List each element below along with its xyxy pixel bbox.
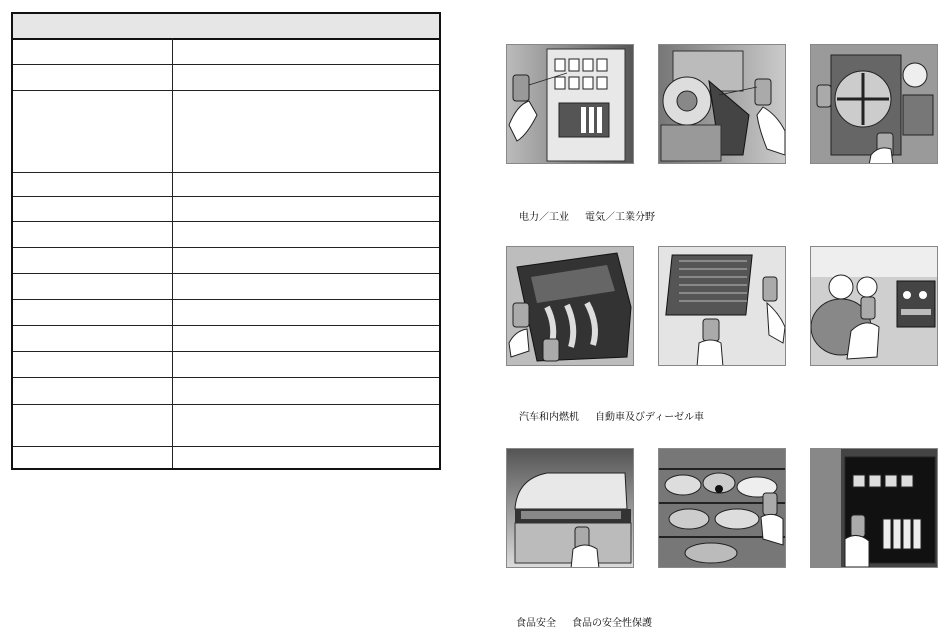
table-row [13, 299, 439, 326]
caption-cn: 电力／工业 [519, 212, 569, 223]
spec-table-header [13, 14, 439, 40]
caption-cn: 食品安全 [516, 618, 556, 629]
table-row [13, 90, 439, 173]
table-row [13, 351, 439, 378]
electrical-cabinet-illustration [506, 44, 634, 164]
industrial-machine-illustration [810, 44, 938, 164]
caption-cn: 汽车和内燃机 [519, 412, 579, 423]
table-row [13, 38, 439, 65]
table-row [13, 404, 439, 447]
food-display-counter-illustration [506, 448, 634, 568]
caption-jp: 自動車及びディーゼル車 [595, 412, 704, 423]
table-row [13, 247, 439, 274]
car-dashboard-illustration [810, 246, 938, 366]
section-caption-food-safety [516, 614, 668, 629]
caption-jp: 電気／工業分野 [585, 212, 655, 223]
spec-table [11, 12, 441, 470]
caption-jp: 食品の安全性保護 [572, 618, 652, 629]
table-row [13, 377, 439, 405]
motor-belt-drive-illustration [658, 44, 786, 164]
refrigerator-illustration [810, 448, 938, 568]
table-row [13, 172, 439, 197]
table-row [13, 221, 439, 248]
table-row [13, 446, 439, 468]
table-row [13, 325, 439, 352]
table-row [13, 273, 439, 300]
table-row [13, 64, 439, 91]
section-caption-electrical [519, 208, 671, 223]
engine-manifold-illustration [506, 246, 634, 366]
table-row [13, 196, 439, 222]
section-caption-automotive [519, 408, 720, 423]
cold-storage-rack-illustration [658, 448, 786, 568]
radiator-illustration [658, 246, 786, 366]
